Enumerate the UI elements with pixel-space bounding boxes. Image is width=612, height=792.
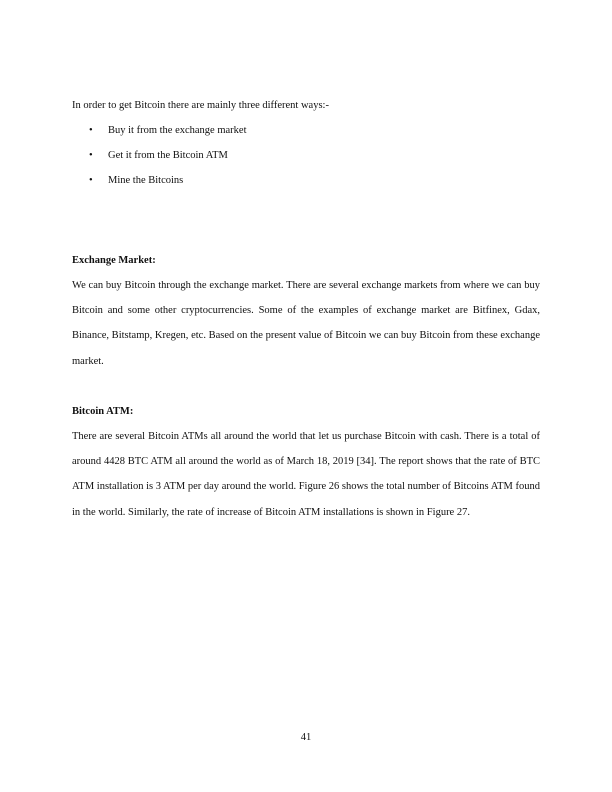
page-number: 41 <box>300 732 312 743</box>
bullet-icon: • <box>89 175 93 186</box>
list-item <box>72 124 542 149</box>
list-item-text: Mine the Bitcoins <box>108 175 184 186</box>
list-item-text: Buy it from the exchange market <box>108 125 247 136</box>
section-body-exchange-market: We can buy Bitcoin through the exchange market. There are several exchange markets from where we can buy Bitcoin and some other cryptocurrencies. Some of the examples of exchange market are Bitfinex, Gdax, Binance, Bitstamp, Kregen, etc. Based on the present value of Bitcoin we can buy Bitcoin from these exchange market. <box>72 280 540 367</box>
list-item-text: Get it from the Bitcoin ATM <box>108 150 228 161</box>
section-body-bitcoin-atm: There are several Bitcoin ATMs all around the world that let us purchase Bitcoin with cash. There is a total of around 4428 BTC ATM all around the world as of March 18, 2019 [34]. The report shows that the rate of BTC ATM installation is 3 ATM per day around the world. Figure 26 shows the total number of Bitcoins ATM found in the world. Similarly, the rate of increase of Bitcoin ATM installations is shown in Figure 27. <box>72 431 540 518</box>
ways-list <box>72 124 542 199</box>
section-heading-bitcoin-atm: Bitcoin ATM: <box>72 406 134 417</box>
bullet-icon: • <box>89 150 93 161</box>
list-item <box>72 149 542 174</box>
section-heading-exchange-market: Exchange Market: <box>72 255 156 266</box>
intro-text: In order to get Bitcoin there are mainly three different ways:- <box>72 100 329 111</box>
list-item <box>72 174 542 199</box>
bullet-icon: • <box>89 125 93 136</box>
